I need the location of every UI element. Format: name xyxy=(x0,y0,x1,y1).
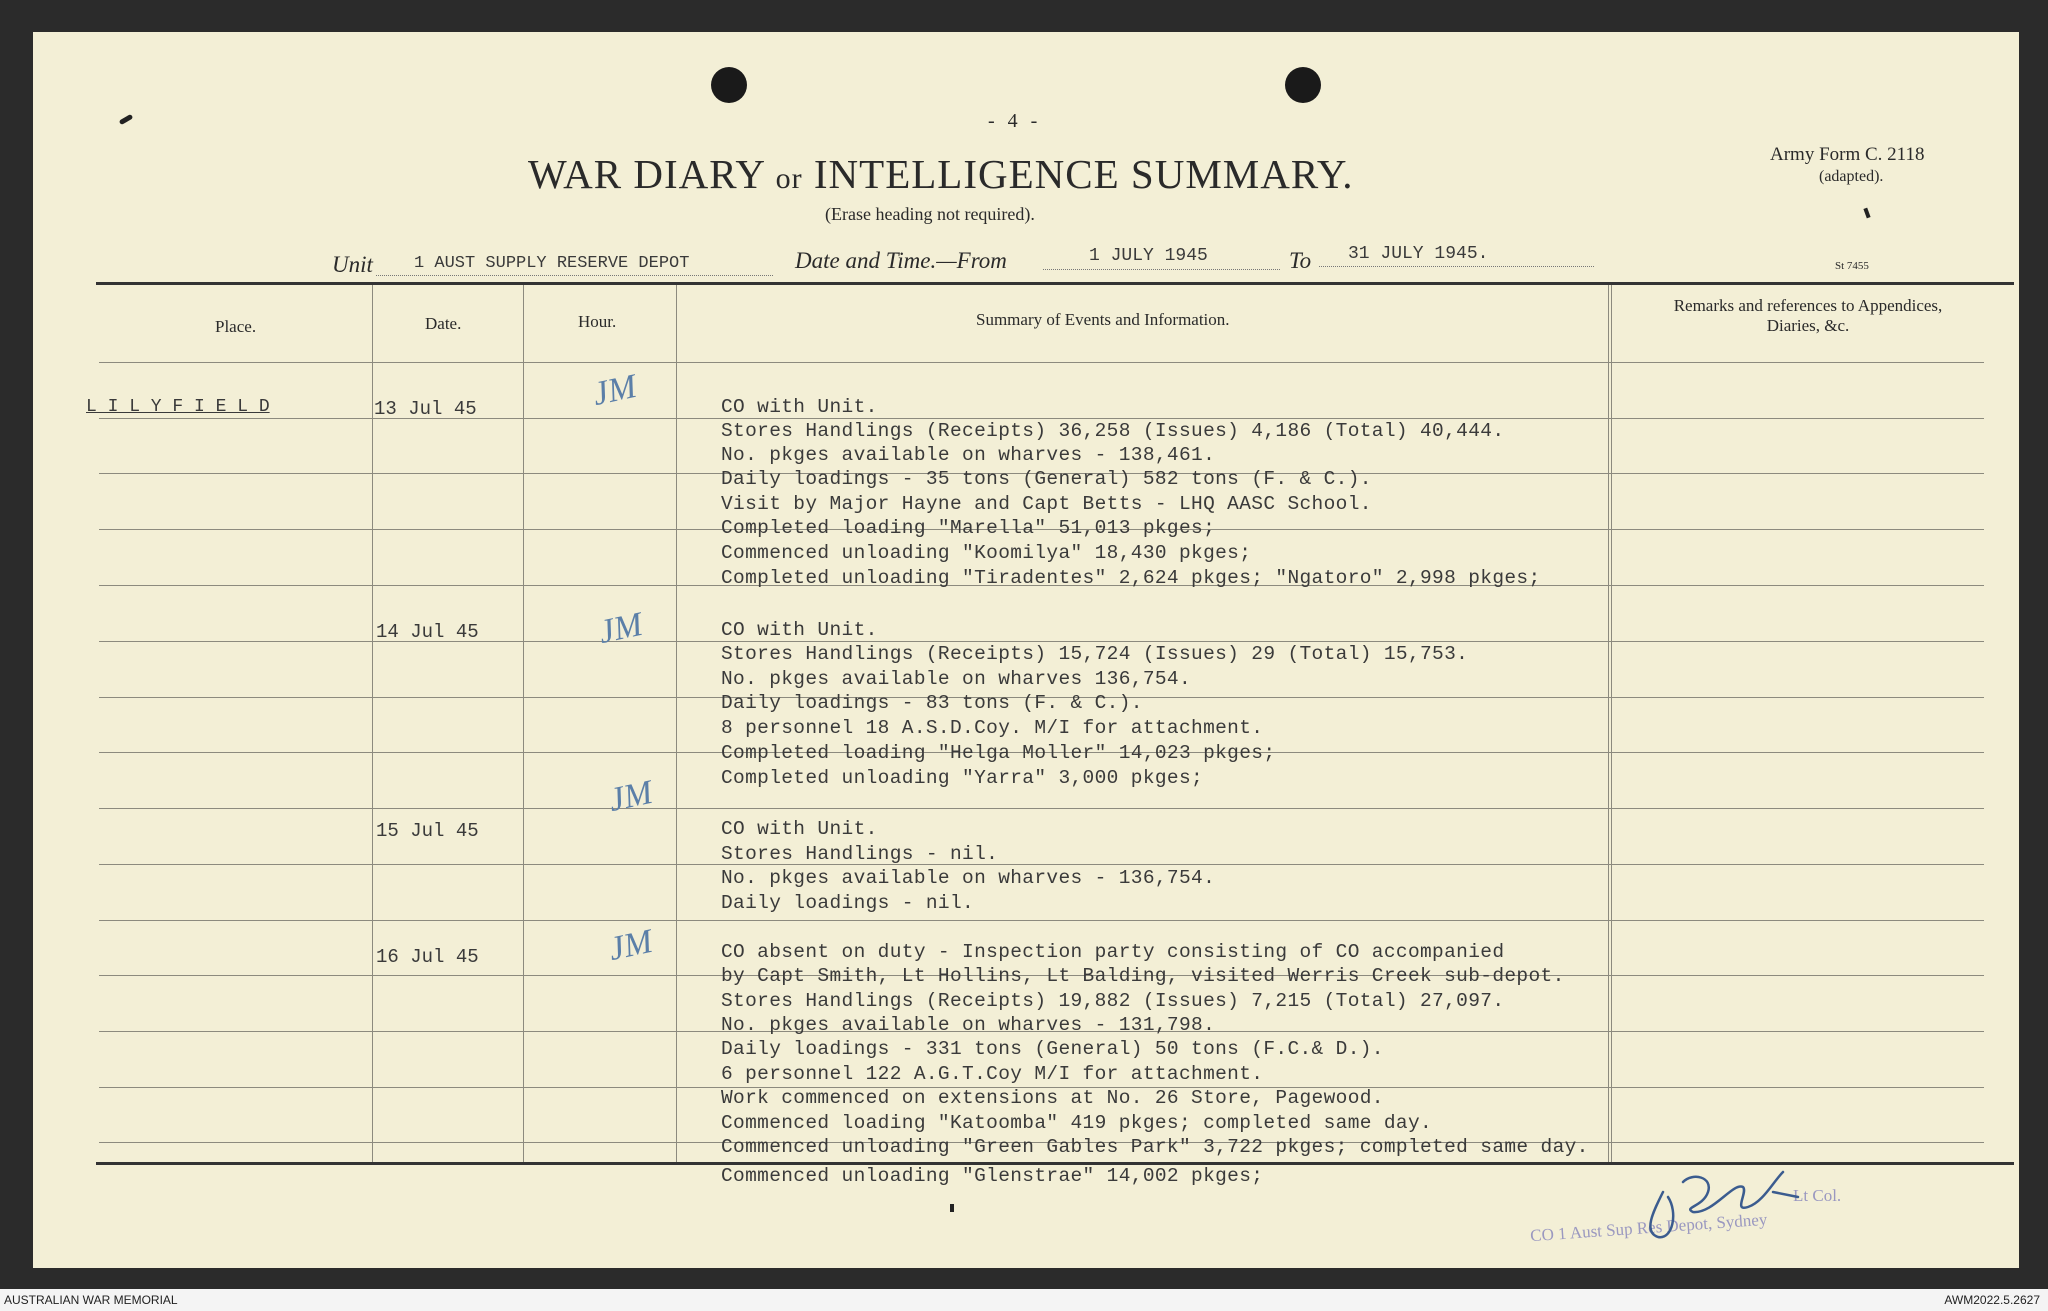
event-line: Daily loadings - 35 tons (General) 582 tons (F. & C.). xyxy=(721,468,1372,490)
header-rule xyxy=(99,362,1984,363)
event-line: by Capt Smith, Lt Hollins, Lt Balding, visited Werris Creek sub-depot. xyxy=(721,965,1565,987)
column-header-date: Date. xyxy=(425,314,462,333)
event-line: Completed unloading "Tiradentes" 2,624 pkges; "Ngatoro" 2,998 pkges; xyxy=(721,567,1541,589)
event-line: No. pkges available on wharves - 131,798. xyxy=(721,1014,1216,1036)
title-second: INTELLIGENCE SUMMARY. xyxy=(813,151,1354,197)
date-to-value: 31 JULY 1945. xyxy=(1348,244,1489,264)
event-line: CO absent on duty - Inspection party consisting of CO accompanied xyxy=(721,941,1505,963)
event-line: Daily loadings - 83 tons (F. & C.). xyxy=(721,692,1143,714)
event-line: Stores Handlings (Receipts) 36,258 (Issues) 4,186 (Total) 40,444. xyxy=(721,420,1505,442)
form-stock-number: St 7455 xyxy=(1835,260,1869,272)
army-form-label: Army Form C. 2118 xyxy=(1770,144,1925,165)
event-line: Commenced unloading "Glenstrae" 14,002 pkges; xyxy=(721,1165,1264,1187)
column-header-hour: Hour. xyxy=(578,312,617,331)
hour-initials: JM xyxy=(595,605,646,652)
entry-date: 14 Jul 45 xyxy=(376,621,479,643)
event-line: Stores Handlings - nil. xyxy=(721,843,999,865)
punch-hole-left xyxy=(711,67,747,103)
stamp-rank: Lt Col. xyxy=(1793,1186,1842,1205)
paper-mark xyxy=(950,1204,954,1212)
subtitle: (Erase heading not required). xyxy=(825,204,1035,224)
date-to-label: To xyxy=(1289,248,1312,273)
hour-initials: JM xyxy=(605,922,656,969)
event-line: 8 personnel 18 A.S.D.Coy. M/I for attachment. xyxy=(721,717,1264,739)
entry-date: 16 Jul 45 xyxy=(376,946,479,968)
paper-mark xyxy=(119,114,134,125)
column-header-place: Place. xyxy=(215,317,257,336)
footer-id: AWM2022.5.2627 xyxy=(1944,1293,2040,1307)
event-line: Stores Handlings (Receipts) 19,882 (Issues) 7,215 (Total) 27,097. xyxy=(721,990,1505,1012)
place-name: L I L Y F I E L D xyxy=(86,397,270,417)
event-line: Commenced unloading "Koomilya" 18,430 pkges; xyxy=(721,542,1252,564)
event-line: Completed loading "Helga Moller" 14,023 pkges; xyxy=(721,742,1276,764)
table-top-rule xyxy=(96,282,2014,285)
unit-label: Unit xyxy=(332,252,373,277)
document-page xyxy=(33,32,2019,1268)
date-from-value: 1 JULY 1945 xyxy=(1089,246,1208,266)
event-line: Daily loadings - 331 tons (General) 50 tons (F.C.& D.). xyxy=(721,1038,1384,1060)
event-line: Visit by Major Hayne and Capt Betts - LHQ AASC School. xyxy=(721,493,1372,515)
ruled-line xyxy=(99,920,1984,921)
event-line: 6 personnel 122 A.G.T.Coy M/I for attachment. xyxy=(721,1063,1264,1085)
ruled-line xyxy=(99,808,1984,809)
event-line: Stores Handlings (Receipts) 15,724 (Issues) 29 (Total) 15,753. xyxy=(721,643,1469,665)
signature xyxy=(1623,1152,1823,1252)
date-from-dotted-line xyxy=(1043,268,1280,270)
army-form-adapted: (adapted). xyxy=(1819,168,1884,185)
event-line: Commenced loading "Katoomba" 419 pkges; completed same day. xyxy=(721,1112,1433,1134)
entry-date: 15 Jul 45 xyxy=(376,820,479,842)
hour-initials: JM xyxy=(605,773,656,820)
event-line: CO with Unit. xyxy=(721,396,878,418)
page-title xyxy=(528,150,1354,198)
event-line: Completed loading "Marella" 51,013 pkges; xyxy=(721,517,1216,539)
unit-value: 1 AUST SUPPLY RESERVE DEPOT xyxy=(414,254,690,273)
archive-footer xyxy=(0,1289,2048,1311)
paper-mark xyxy=(1863,208,1870,219)
entry-date: 13 Jul 45 xyxy=(374,398,477,420)
event-line: No. pkges available on wharves 136,754. xyxy=(721,668,1192,690)
punch-hole-right xyxy=(1285,67,1321,103)
stamp-unit: CO 1 Aust Sup Res Depot, Sydney xyxy=(1529,1209,1768,1246)
date-from-label: Date and Time.—From xyxy=(795,248,1007,273)
event-line: Work commenced on extensions at No. 26 Store, Pagewood. xyxy=(721,1087,1384,1109)
title-main: WAR DIARY xyxy=(528,151,765,197)
event-line: Daily loadings - nil. xyxy=(721,892,975,914)
event-line: CO with Unit. xyxy=(721,818,878,840)
event-line: CO with Unit. xyxy=(721,619,878,641)
event-line: Completed unloading "Yarra" 3,000 pkges; xyxy=(721,767,1204,789)
unit-dotted-line xyxy=(376,274,773,276)
event-line: No. pkges available on wharves - 136,754. xyxy=(721,867,1216,889)
hour-initials: JM xyxy=(589,367,640,414)
column-header-summary: Summary of Events and Information. xyxy=(976,310,1230,329)
date-to-dotted-line xyxy=(1319,265,1594,267)
event-line: No. pkges available on wharves - 138,461. xyxy=(721,444,1216,466)
title-or: or xyxy=(775,162,803,195)
ruled-line xyxy=(99,864,1984,865)
page-number: - 4 - xyxy=(988,110,1042,132)
footer-source: AUSTRALIAN WAR MEMORIAL xyxy=(4,1293,178,1307)
event-line: Commenced unloading "Green Gables Park" 3,722 pkges; completed same day. xyxy=(721,1136,1589,1158)
column-header-remarks: Remarks and references to Appendices, Diaries, &c. xyxy=(1673,296,1943,335)
